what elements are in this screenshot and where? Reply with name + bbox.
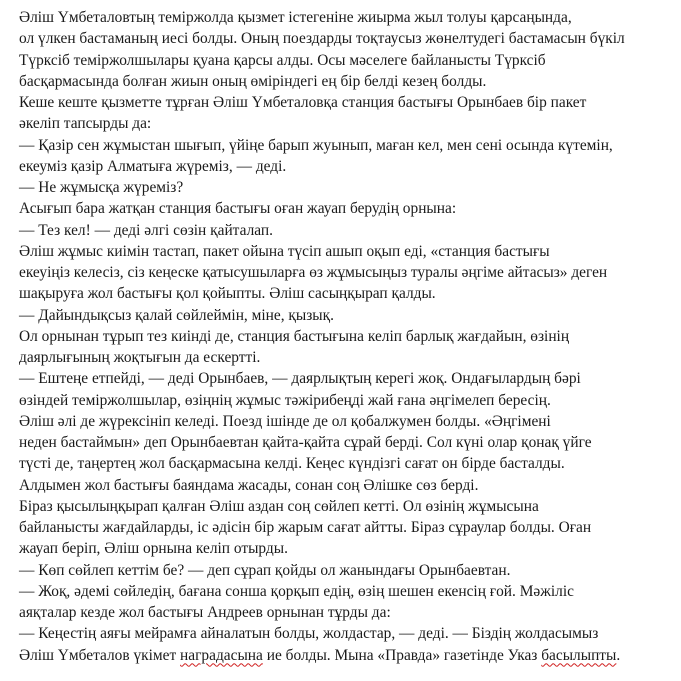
text-line: — Жоқ, әдемі сөйледің, бағана сонша қорқып едің, өзің шешен екенсің ғой. Мәжіліс <box>19 582 574 600</box>
text-line: байланысты жағдайларды, іс әдісін бір жарым сағат айтты. Біраз сұраулар болды. Оған <box>19 519 592 536</box>
text-line: Біраз қысылыңқырап қалған Әліш аздан соң сөйлеп кетті. Ол өзінің жұмысына <box>19 497 539 515</box>
text-line: — Ештеңе етпейді, — деді Орынбаев, — даярлықтың керегі жоқ. Ондағылардың бәрі <box>19 370 581 388</box>
text-line: екеуміз қазір Алматыға жүреміз, — деді. <box>19 157 287 175</box>
text-line: аяқталар кезде жол бастығы Андреев орнынан тұрды да: <box>19 604 391 621</box>
text-line: Түрксіб теміржолшылары қуана қарсы алды. Осы мәселеге байланысты Түрксіб <box>19 51 546 69</box>
text-line: Ол орнынан тұрып тез киінді де, станция бастығына келіп барлық жағдайын, өзінің <box>19 327 570 345</box>
text-line: Асығып бара жатқан станция бастығы оған жауап берудің орнына: <box>19 200 457 218</box>
text-line: басқармасында болған жиын оның өміріндегі ең бір белді кезең болды. <box>19 72 487 90</box>
text-segment: ие болды. Мына «Правда» газетінде Указ <box>262 646 542 664</box>
text-line: өзіндей теміржолшылар, өзіңнің жұмыс тәжірибеңді жай ғана әңгімелеп бересің. <box>19 391 551 409</box>
text-segment: . <box>616 646 621 664</box>
text-line: Әліш Үмбеталовтың теміржолда қызмет істегеніне жиырма жыл толуы қарсаңында, <box>19 9 572 26</box>
text-line: түсті де, таңертең жол басқармасына келді. Кеңес күндізгі сағат он бірде басталды. <box>19 455 565 473</box>
text-line: екеуіңіз келесіз, сіз кеңеске қатысушыларға өз жұмысыңыз туралы әңгіме айтасыз» деген <box>19 264 608 281</box>
text-line <box>19 645 625 666</box>
text-line: даярлығының жоқтығын да ескертті. <box>19 349 261 366</box>
text-line: — Дайындықсыз қалай сөйлеймін, міне, қызық. <box>19 306 334 324</box>
misspelled-word[interactable]: басылыпты <box>541 646 617 664</box>
text-segment: Әліш Үмбеталов үкімет <box>19 646 181 664</box>
text-line: неден бастаймын» деп Орынбаевтан қайта-қайта сұрай берді. Сол күні олар қонақ үйге <box>19 434 592 451</box>
text-line: шақыруға жол бастығы қол қойыпты. Әліш сасыңқырап қалды. <box>19 285 436 303</box>
text-line: әкеліп тапсырды да: <box>19 115 152 133</box>
text-line: — Не жұмысқа жүреміз? <box>19 179 184 196</box>
text-line: — Көп сөйлеп кеттім бе? — деп сұрап қойды ол жанындағы Орынбаевтан. <box>19 561 511 579</box>
text-line: Кеше кеште қызметте тұрған Әліш Үмбеталовқа станция бастығы Орынбаев бір пакет <box>19 94 587 111</box>
document-body <box>19 7 625 666</box>
text-line: — Кеңестің аяғы мейрамға айналатын болды, жолдастар, — деді. — Біздің жолдасымыз <box>19 625 599 643</box>
text-line: Алдымен жол бастығы баяндама жасады, сонан соң Әлішке сөз берді. <box>19 476 479 494</box>
text-line: — Қазір сен жұмыстан шығып, үйіңе барып жуынып, маған кел, мен сені осында күтемін, <box>19 136 613 154</box>
text-line: Әліш әлі де жүрексініп келеді. Поезд ішінде де ол қобалжумен болды. «Әңгімені <box>19 412 551 430</box>
text-line: — Тез кел! — деді әлгі сөзін қайталап. <box>19 221 273 239</box>
misspelled-word[interactable]: наградасына <box>180 646 263 664</box>
text-line: жауап беріп, Әліш орнына келіп отырды. <box>19 540 288 558</box>
text-line: Әліш жұмыс киімін тастап, пакет ойына түсіп ашып оқып еді, «станция бастығы <box>19 242 550 260</box>
text-line: ол үлкен бастаманың иесі болды. Оның поездарды тоқтаусыз жөнелтудегі бастамасын бүкіл <box>19 30 625 48</box>
